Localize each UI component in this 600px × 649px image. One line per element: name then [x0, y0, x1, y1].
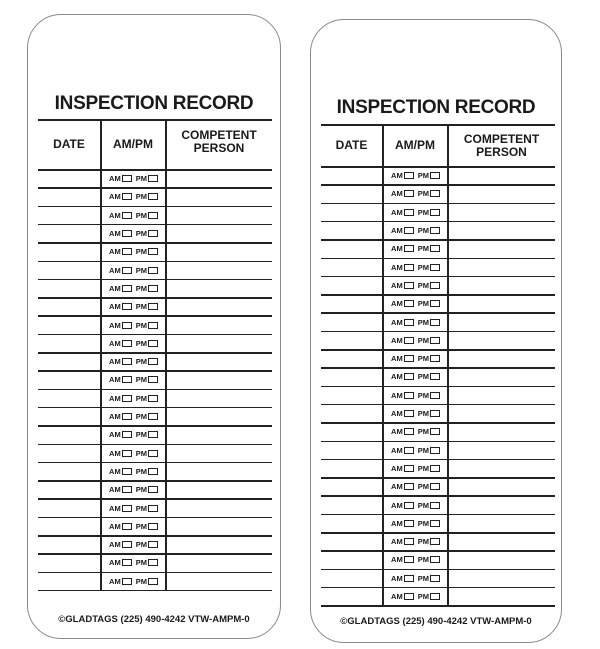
- pm-label: PM: [417, 280, 429, 290]
- pm-label: PM: [417, 207, 429, 217]
- am-label: AM: [109, 466, 121, 476]
- pm-label: PM: [417, 299, 429, 309]
- pm-label: PM: [417, 592, 429, 602]
- pm-checkbox[interactable]: [430, 428, 440, 435]
- am-label: AM: [109, 430, 121, 440]
- ampm-cell: [102, 445, 165, 462]
- tag-footer: ©GLADTAGS (225) 490-4242 VTW-AMPM-0: [58, 614, 250, 625]
- am-checkbox[interactable]: [122, 505, 132, 512]
- ampm-cell: [102, 463, 165, 480]
- am-label: AM: [391, 463, 403, 473]
- am-checkbox[interactable]: [122, 193, 132, 200]
- pm-label: PM: [135, 302, 147, 312]
- ampm-cell: [384, 442, 447, 459]
- pm-label: PM: [417, 372, 429, 382]
- pm-label: PM: [417, 354, 429, 364]
- am-label: AM: [391, 482, 403, 492]
- am-checkbox[interactable]: [404, 282, 414, 289]
- am-checkbox[interactable]: [122, 322, 132, 329]
- am-label: AM: [109, 357, 121, 367]
- am-checkbox[interactable]: [122, 358, 132, 365]
- am-checkbox[interactable]: [122, 285, 132, 292]
- am-checkbox[interactable]: [404, 556, 414, 563]
- pm-checkbox[interactable]: [430, 410, 440, 417]
- pm-checkbox[interactable]: [148, 175, 158, 182]
- header-competent-person: [166, 121, 272, 163]
- pm-checkbox[interactable]: [148, 468, 158, 475]
- pm-label: PM: [417, 427, 429, 437]
- ampm-cell: [384, 313, 447, 330]
- am-checkbox[interactable]: [404, 319, 414, 326]
- pm-label: PM: [417, 226, 429, 236]
- am-label: AM: [109, 210, 121, 220]
- column-divider: [447, 124, 449, 605]
- am-checkbox[interactable]: [404, 373, 414, 380]
- ampm-cell: [102, 207, 165, 224]
- inspection-tag-right: [310, 19, 562, 643]
- pm-label: PM: [135, 540, 147, 550]
- am-label: AM: [109, 503, 121, 513]
- ampm-cell: [102, 298, 165, 315]
- am-checkbox[interactable]: [404, 447, 414, 454]
- am-label: AM: [391, 244, 403, 254]
- pm-checkbox[interactable]: [430, 392, 440, 399]
- am-label: AM: [391, 299, 403, 309]
- am-checkbox[interactable]: [122, 541, 132, 548]
- ampm-cell: [102, 536, 165, 553]
- pm-checkbox[interactable]: [148, 230, 158, 237]
- ampm-cell: [102, 554, 165, 571]
- ampm-cell: [102, 262, 165, 279]
- ampm-cell: [102, 371, 165, 388]
- am-checkbox[interactable]: [122, 248, 132, 255]
- pm-checkbox[interactable]: [430, 465, 440, 472]
- pm-checkbox[interactable]: [148, 376, 158, 383]
- ampm-cell: [102, 518, 165, 535]
- pm-checkbox[interactable]: [430, 575, 440, 582]
- pm-checkbox[interactable]: [430, 282, 440, 289]
- pm-checkbox[interactable]: [430, 502, 440, 509]
- pm-checkbox[interactable]: [148, 395, 158, 402]
- pm-checkbox[interactable]: [148, 431, 158, 438]
- am-label: AM: [109, 302, 121, 312]
- am-label: AM: [391, 518, 403, 528]
- ampm-cell: [384, 204, 447, 221]
- am-checkbox[interactable]: [404, 245, 414, 252]
- ampm-cell: [384, 240, 447, 257]
- pm-label: PM: [135, 448, 147, 458]
- ampm-cell: [102, 316, 165, 333]
- am-label: AM: [109, 265, 121, 275]
- pm-label: PM: [135, 485, 147, 495]
- am-label: AM: [109, 540, 121, 550]
- pm-label: PM: [135, 283, 147, 293]
- am-label: AM: [391, 537, 403, 547]
- pm-label: PM: [135, 576, 147, 586]
- am-label: AM: [391, 390, 403, 400]
- am-checkbox[interactable]: [122, 267, 132, 274]
- ampm-cell: [102, 499, 165, 516]
- pm-checkbox[interactable]: [430, 483, 440, 490]
- am-checkbox[interactable]: [122, 175, 132, 182]
- am-label: AM: [109, 174, 121, 184]
- pm-checkbox[interactable]: [148, 559, 158, 566]
- am-checkbox[interactable]: [122, 523, 132, 530]
- pm-checkbox[interactable]: [430, 190, 440, 197]
- pm-checkbox[interactable]: [148, 486, 158, 493]
- pm-label: PM: [135, 229, 147, 239]
- tag-title: INSPECTION RECORD: [336, 97, 536, 118]
- am-label: AM: [391, 500, 403, 510]
- pm-label: PM: [417, 537, 429, 547]
- am-checkbox[interactable]: [404, 428, 414, 435]
- am-label: AM: [109, 485, 121, 495]
- am-checkbox[interactable]: [404, 465, 414, 472]
- pm-checkbox[interactable]: [430, 209, 440, 216]
- ampm-cell: [384, 423, 447, 440]
- am-label: AM: [391, 207, 403, 217]
- am-checkbox[interactable]: [404, 392, 414, 399]
- ampm-cell: [102, 225, 165, 242]
- pm-label: PM: [417, 555, 429, 565]
- ampm-cell: [384, 295, 447, 312]
- header-ampm: AM/PM: [395, 137, 435, 152]
- pm-label: PM: [417, 445, 429, 455]
- pm-checkbox[interactable]: [430, 593, 440, 600]
- header-person-line1: COMPETENT: [463, 132, 540, 146]
- ampm-cell: [384, 533, 447, 550]
- pm-label: PM: [135, 357, 147, 367]
- pm-checkbox[interactable]: [148, 413, 158, 420]
- pm-checkbox[interactable]: [430, 337, 440, 344]
- am-checkbox[interactable]: [404, 190, 414, 197]
- am-label: AM: [109, 558, 121, 568]
- am-label: AM: [391, 354, 403, 364]
- am-label: AM: [391, 171, 403, 181]
- inspection-table: [38, 119, 272, 607]
- header-person-line2: PERSON: [476, 145, 527, 159]
- pm-checkbox[interactable]: [148, 340, 158, 347]
- am-checkbox[interactable]: [404, 483, 414, 490]
- ampm-cell: [384, 387, 447, 404]
- pm-checkbox[interactable]: [148, 450, 158, 457]
- pm-checkbox[interactable]: [430, 556, 440, 563]
- pm-label: PM: [417, 244, 429, 254]
- pm-checkbox[interactable]: [148, 212, 158, 219]
- am-checkbox[interactable]: [404, 227, 414, 234]
- pm-checkbox[interactable]: [148, 267, 158, 274]
- am-checkbox[interactable]: [122, 303, 132, 310]
- pm-checkbox[interactable]: [148, 248, 158, 255]
- pm-label: PM: [135, 320, 147, 330]
- am-checkbox[interactable]: [404, 172, 414, 179]
- ampm-cell: [384, 570, 447, 587]
- pm-checkbox[interactable]: [148, 523, 158, 530]
- am-label: AM: [109, 247, 121, 257]
- ampm-cell: [384, 551, 447, 568]
- am-label: AM: [391, 592, 403, 602]
- pm-label: PM: [135, 558, 147, 568]
- pm-checkbox[interactable]: [148, 358, 158, 365]
- column-divider: [382, 124, 384, 605]
- pm-label: PM: [135, 412, 147, 422]
- am-label: AM: [391, 280, 403, 290]
- am-checkbox[interactable]: [122, 230, 132, 237]
- pm-label: PM: [417, 171, 429, 181]
- am-checkbox[interactable]: [404, 538, 414, 545]
- column-divider: [165, 119, 167, 590]
- am-label: AM: [391, 445, 403, 455]
- am-label: AM: [109, 320, 121, 330]
- pm-label: PM: [135, 192, 147, 202]
- am-label: AM: [391, 335, 403, 345]
- inspection-table: [321, 124, 555, 608]
- pm-checkbox[interactable]: [148, 578, 158, 585]
- ampm-cell: [102, 481, 165, 498]
- pm-checkbox[interactable]: [148, 285, 158, 292]
- am-checkbox[interactable]: [404, 593, 414, 600]
- header-person-line1: COMPETENT: [181, 128, 257, 142]
- am-label: AM: [109, 412, 121, 422]
- column-divider: [100, 119, 102, 590]
- am-label: AM: [391, 555, 403, 565]
- pm-checkbox[interactable]: [430, 264, 440, 271]
- ampm-cell: [102, 573, 165, 590]
- pm-label: PM: [135, 393, 147, 403]
- am-label: AM: [109, 229, 121, 239]
- ampm-cell: [384, 222, 447, 239]
- pm-label: PM: [417, 189, 429, 199]
- am-checkbox[interactable]: [122, 559, 132, 566]
- pm-checkbox[interactable]: [430, 172, 440, 179]
- ampm-cell: [102, 390, 165, 407]
- ampm-cell: [384, 496, 447, 513]
- am-checkbox[interactable]: [404, 337, 414, 344]
- pm-label: PM: [417, 262, 429, 272]
- pm-label: PM: [135, 265, 147, 275]
- am-label: AM: [109, 393, 121, 403]
- am-label: AM: [391, 372, 403, 382]
- pm-label: PM: [135, 210, 147, 220]
- pm-checkbox[interactable]: [430, 538, 440, 545]
- am-checkbox[interactable]: [122, 413, 132, 420]
- am-checkbox[interactable]: [122, 340, 132, 347]
- am-label: AM: [391, 189, 403, 199]
- pm-checkbox[interactable]: [430, 520, 440, 527]
- ampm-cell: [102, 243, 165, 260]
- pm-label: PM: [135, 430, 147, 440]
- am-label: AM: [391, 427, 403, 437]
- pm-label: PM: [417, 573, 429, 583]
- am-label: AM: [391, 409, 403, 419]
- table-top-rule: [321, 124, 555, 126]
- pm-label: PM: [135, 521, 147, 531]
- header-date: DATE: [53, 136, 85, 151]
- pm-label: PM: [417, 482, 429, 492]
- am-label: AM: [109, 375, 121, 385]
- table-top-rule: [38, 119, 272, 121]
- pm-checkbox[interactable]: [430, 373, 440, 380]
- am-checkbox[interactable]: [404, 502, 414, 509]
- am-label: AM: [109, 576, 121, 586]
- pm-label: PM: [417, 518, 429, 528]
- ampm-cell: [384, 460, 447, 477]
- pm-label: PM: [135, 503, 147, 513]
- ampm-cell: [384, 478, 447, 495]
- am-checkbox[interactable]: [122, 578, 132, 585]
- pm-label: PM: [417, 317, 429, 327]
- am-checkbox[interactable]: [404, 575, 414, 582]
- pm-checkbox[interactable]: [430, 319, 440, 326]
- pm-checkbox[interactable]: [430, 300, 440, 307]
- am-checkbox[interactable]: [122, 486, 132, 493]
- pm-label: PM: [417, 500, 429, 510]
- ampm-cell: [384, 259, 447, 276]
- ampm-cell: [384, 515, 447, 532]
- pm-checkbox[interactable]: [148, 505, 158, 512]
- am-checkbox[interactable]: [122, 212, 132, 219]
- am-checkbox[interactable]: [404, 264, 414, 271]
- pm-checkbox[interactable]: [148, 303, 158, 310]
- am-checkbox[interactable]: [122, 468, 132, 475]
- am-label: AM: [109, 448, 121, 458]
- pm-label: PM: [417, 463, 429, 473]
- ampm-cell: [384, 332, 447, 349]
- am-label: AM: [391, 573, 403, 583]
- am-checkbox[interactable]: [404, 410, 414, 417]
- ampm-cell: [102, 188, 165, 205]
- pm-checkbox[interactable]: [148, 322, 158, 329]
- row-divider: [321, 605, 555, 607]
- am-checkbox[interactable]: [122, 431, 132, 438]
- pm-checkbox[interactable]: [430, 355, 440, 362]
- am-label: AM: [109, 521, 121, 531]
- ampm-cell: [384, 588, 447, 605]
- pm-label: PM: [417, 390, 429, 400]
- am-label: AM: [109, 283, 121, 293]
- am-label: AM: [391, 317, 403, 327]
- am-label: AM: [109, 192, 121, 202]
- am-label: AM: [109, 338, 121, 348]
- row-divider: [38, 590, 272, 592]
- am-checkbox[interactable]: [404, 300, 414, 307]
- ampm-cell: [384, 368, 447, 385]
- am-checkbox[interactable]: [122, 450, 132, 457]
- pm-checkbox[interactable]: [430, 447, 440, 454]
- am-checkbox[interactable]: [404, 355, 414, 362]
- am-checkbox[interactable]: [122, 376, 132, 383]
- pm-label: PM: [135, 247, 147, 257]
- ampm-cell: [102, 170, 165, 187]
- ampm-cell: [102, 426, 165, 443]
- pm-label: PM: [135, 174, 147, 184]
- pm-checkbox[interactable]: [430, 245, 440, 252]
- ampm-cell: [384, 277, 447, 294]
- ampm-cell: [102, 408, 165, 425]
- header-competent-person: [448, 126, 555, 166]
- pm-label: PM: [135, 466, 147, 476]
- inspection-tag-left: [27, 14, 281, 639]
- ampm-cell: [384, 185, 447, 202]
- am-checkbox[interactable]: [404, 520, 414, 527]
- am-label: AM: [391, 262, 403, 272]
- tag-title: INSPECTION RECORD: [54, 93, 254, 114]
- ampm-cell: [384, 167, 447, 184]
- ampm-cell: [102, 335, 165, 352]
- ampm-cell: [384, 405, 447, 422]
- am-label: AM: [391, 226, 403, 236]
- header-date: DATE: [335, 137, 368, 152]
- pm-checkbox[interactable]: [430, 227, 440, 234]
- am-checkbox[interactable]: [404, 209, 414, 216]
- pm-checkbox[interactable]: [148, 541, 158, 548]
- pm-checkbox[interactable]: [148, 193, 158, 200]
- pm-label: PM: [417, 409, 429, 419]
- ampm-cell: [102, 280, 165, 297]
- tag-footer: ©GLADTAGS (225) 490-4242 VTW-AMPM-0: [340, 616, 532, 627]
- pm-label: PM: [417, 335, 429, 345]
- header-person-line2: PERSON: [193, 141, 245, 155]
- ampm-cell: [102, 353, 165, 370]
- pm-label: PM: [135, 338, 147, 348]
- header-ampm: AM/PM: [113, 136, 153, 151]
- pm-label: PM: [135, 375, 147, 385]
- ampm-cell: [384, 350, 447, 367]
- am-checkbox[interactable]: [122, 395, 132, 402]
